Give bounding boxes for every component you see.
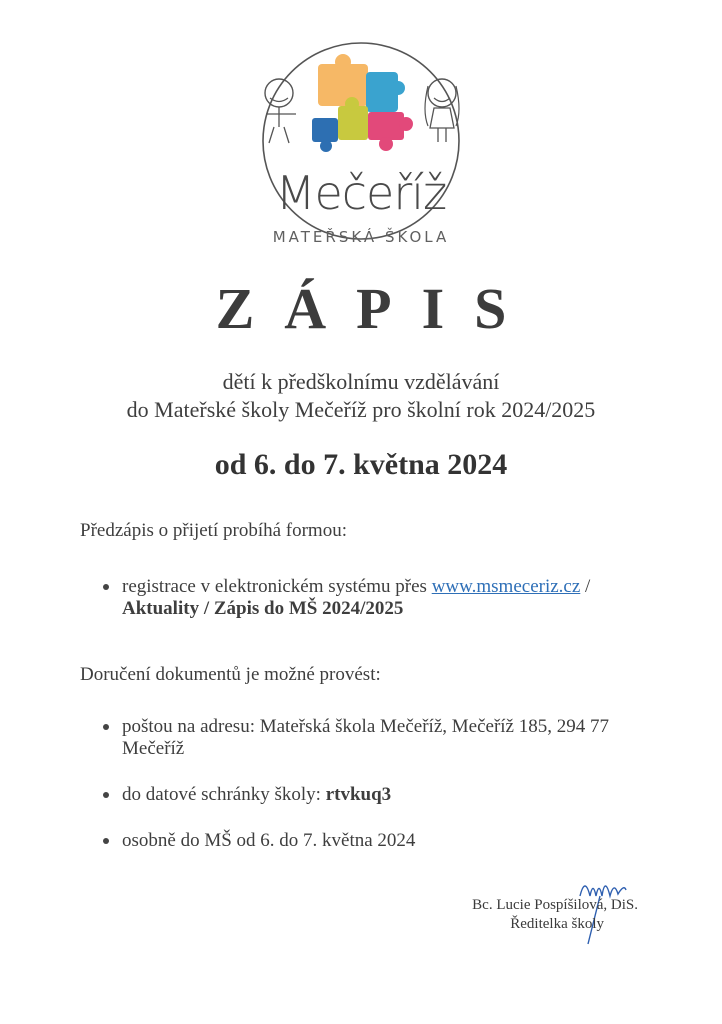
bullet-icon [103, 584, 109, 590]
delivery-intro: Doručení dokumentů je možné provést: [80, 664, 381, 685]
logo-name: Mečeříž [275, 166, 447, 220]
bullet-icon [103, 838, 109, 844]
page-title: ZÁPIS [215, 276, 537, 341]
preregistration-list [100, 576, 640, 620]
subtitle-line-2: do Mateřské školy Mečeříž pro školní rok 2024/2025 [126, 397, 596, 422]
data-box-id: rtvkuq3 [325, 784, 392, 805]
school-logo [246, 36, 476, 246]
list-item [100, 576, 640, 620]
item-text: osobně do MŠ od 6. do 7. května 2024 [122, 830, 416, 851]
subtitle [0, 368, 722, 424]
signatory-role: Ředitelka školy [510, 916, 604, 932]
signature-block [468, 896, 638, 934]
signatory-name: Bc. Lucie Pospíšilová, DiS. [472, 897, 638, 913]
item-text-after: / [580, 576, 591, 597]
item-text: registrace v elektronickém systému přes [122, 576, 432, 597]
list-item [100, 830, 640, 852]
subtitle-line-1: dětí k předškolnímu vzdělávání [222, 369, 500, 394]
preregistration-intro: Předzápis o přijetí probíhá formou: [80, 520, 347, 541]
item-text: poštou na adresu: Mateřská škola Mečeříž, Mečeříž 185, 294 77 Mečeříž [122, 716, 609, 759]
delivery-list [100, 716, 640, 852]
logo-subtitle: MATEŘSKÁ ŠKOLA [272, 228, 450, 246]
website-link[interactable]: www.msmeceriz.cz [431, 576, 581, 597]
item-text: do datové schránky školy: [122, 784, 326, 805]
bullet-icon [103, 792, 109, 798]
bullet-icon [103, 724, 109, 730]
list-item [100, 784, 640, 806]
list-item [100, 716, 640, 760]
website-path: Aktuality / Zápis do MŠ 2024/2025 [122, 598, 404, 619]
registration-dates: od 6. do 7. května 2024 [214, 448, 508, 481]
